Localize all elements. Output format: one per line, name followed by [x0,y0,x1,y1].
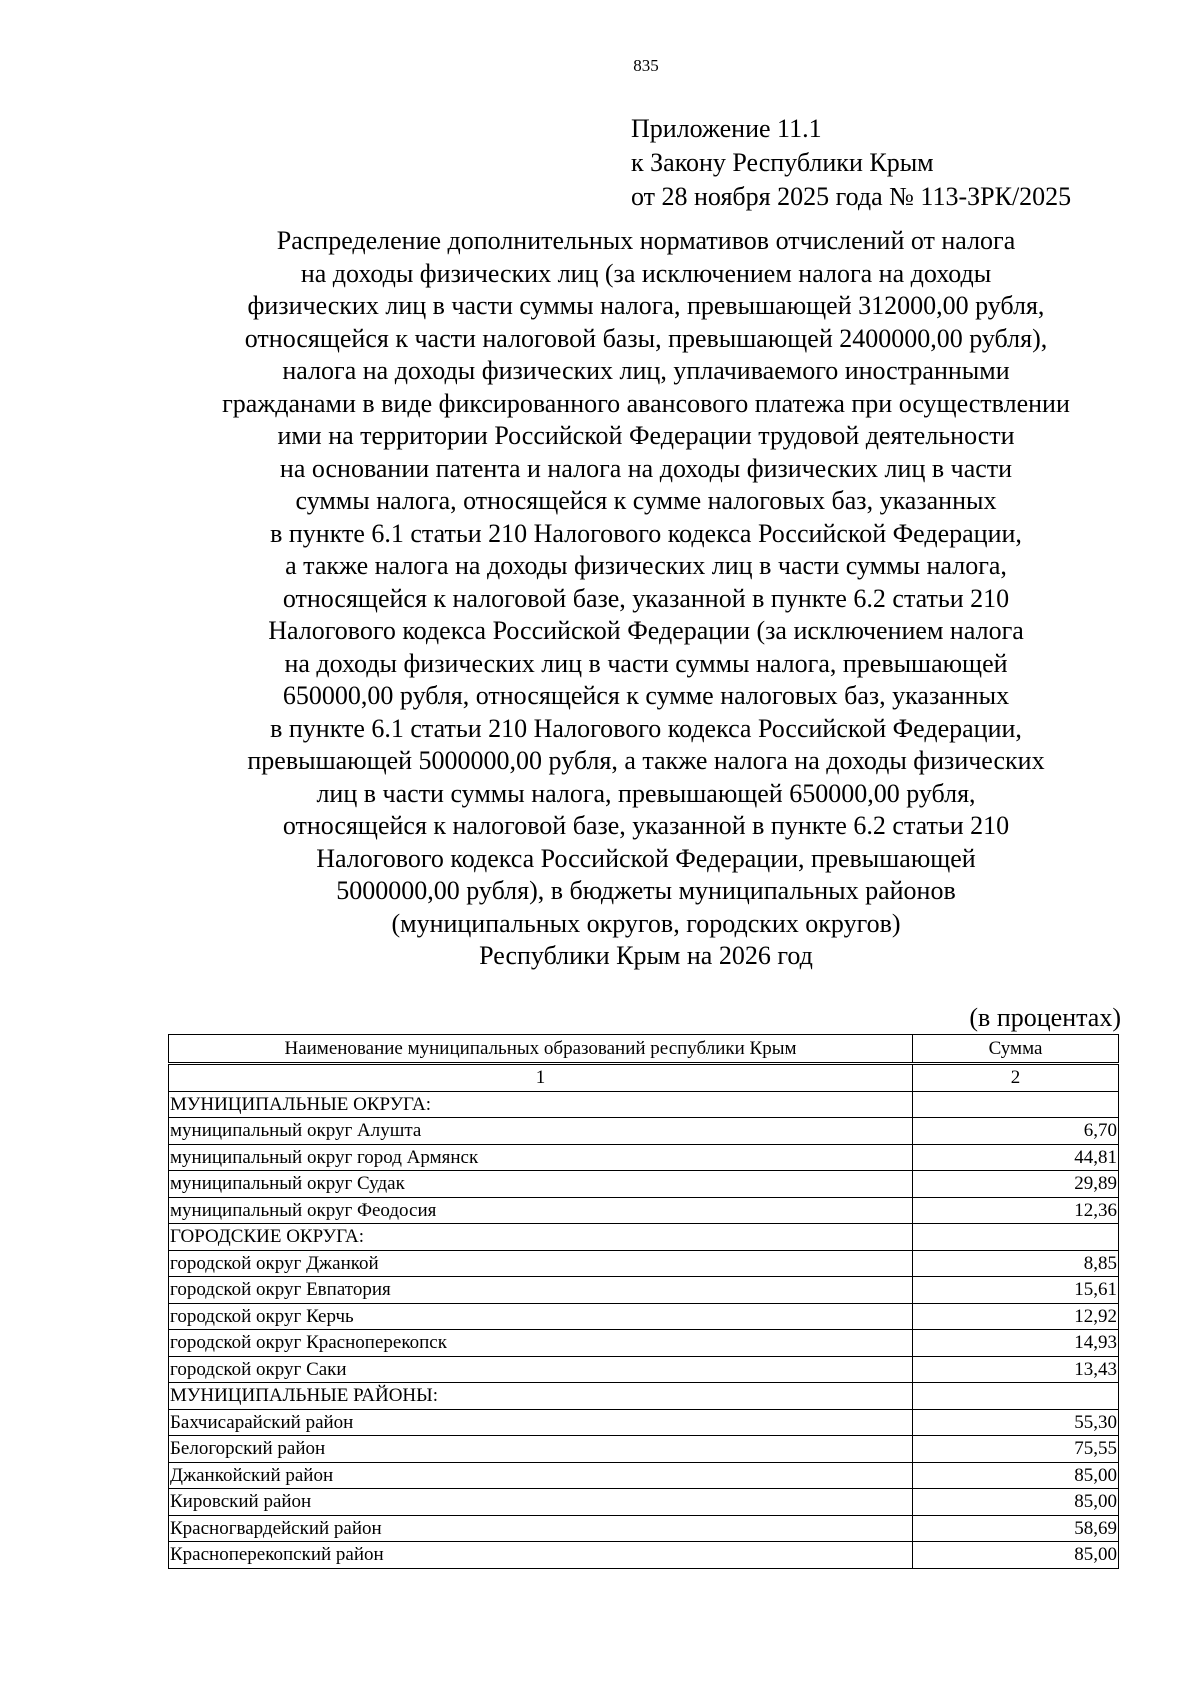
title-line: на доходы физических лиц (за исключением налога на доходы [300,258,992,288]
title-line: гражданами в виде фиксированного авансового платежа при осуществлении [222,388,1070,418]
table-row [169,1542,1119,1569]
title-line: физических лиц в части суммы налога, превышающей 312000,00 рубля, [247,291,1045,320]
table-row [169,1515,1119,1542]
table-row [169,1118,1119,1145]
sum-value: 6,70 [913,1118,1119,1145]
appendix-line-3: от 28 ноября 2025 года № 113-ЗРК/2025 [631,182,1072,211]
table-row [169,1171,1119,1198]
sum-value: 8,85 [913,1250,1119,1277]
units-note: (в процентах) [969,1003,1121,1032]
appendix-line-2: к Закону Республики Крым [631,148,934,177]
title-line: налога на доходы физических лиц, уплачиваемого иностранными [282,356,1010,385]
municipality-name: городской округ Керчь [169,1303,913,1330]
sum-value: 58,69 [913,1515,1119,1542]
table-row [169,1224,1119,1251]
title-line: относящейся к налоговой базе, указанной в пункте 6.2 статьи 210 [282,583,1010,613]
sum-value: 14,93 [913,1330,1119,1357]
sum-value [913,1383,1119,1410]
municipality-name: городской округ Красноперекопск [169,1330,913,1357]
title-line: а также налога на доходы физических лиц в части суммы налога, [285,551,1007,580]
municipality-name: МУНИЦИПАЛЬНЫЕ РАЙОНЫ: [169,1383,913,1410]
title-line: ими на территории Российской Федерации трудовой деятельности [277,421,1015,450]
column-number-2: 2 [913,1064,1119,1092]
table-header-row [169,1035,1119,1064]
municipality-name: Красноперекопский район [169,1542,913,1569]
municipality-name: городской округ Джанкой [169,1250,913,1277]
municipality-name: муниципальный округ город Армянск [169,1144,913,1171]
title-line: Распределение дополнительных нормативов отчислений от налога [276,226,1016,255]
table-row [169,1303,1119,1330]
appendix-line-1: Приложение 11.1 [631,114,822,143]
title-line: в пункте 6.1 статьи 210 Налогового кодекса Российской Федерации, [270,713,1022,743]
sum-value [913,1224,1119,1251]
table-row [169,1144,1119,1171]
municipality-name: ГОРОДСКИЕ ОКРУГА: [169,1224,913,1251]
municipality-name: МУНИЦИПАЛЬНЫЕ ОКРУГА: [169,1091,913,1118]
sum-value: 55,30 [913,1409,1119,1436]
header-sum: Сумма [913,1035,1119,1064]
municipality-name: муниципальный округ Феодосия [169,1197,913,1224]
sum-value: 75,55 [913,1436,1119,1463]
appendix-header [631,112,1071,214]
title-line: относящейся к части налоговой базы, превышающей 2400000,00 рубля), [244,323,1048,353]
title-line: на основании патента и налога на доходы физических лиц в части [279,453,1013,483]
sum-value: 12,92 [913,1303,1119,1330]
table-row [169,1091,1119,1118]
municipality-name: Белогорский район [169,1436,913,1463]
table-row [169,1356,1119,1383]
table-row [169,1462,1119,1489]
table-row [169,1489,1119,1516]
sum-value: 85,00 [913,1489,1119,1516]
municipality-name: Кировский район [169,1489,913,1516]
sum-value: 15,61 [913,1277,1119,1304]
municipality-name: городской округ Саки [169,1356,913,1383]
title-line: Налогового кодекса Российской Федерации, превышающей [316,843,976,873]
column-number-row [169,1064,1119,1092]
sum-value: 12,36 [913,1197,1119,1224]
sum-value: 85,00 [913,1542,1119,1569]
table-row [169,1436,1119,1463]
municipality-name: муниципальный округ Алушта [169,1118,913,1145]
table-row [169,1250,1119,1277]
title-line: суммы налога, относящейся к сумме налоговых баз, указанных [295,486,997,515]
title-line: превышающей 5000000,00 рубля, а также налога на доходы физических [247,746,1045,775]
title-line: (муниципальных округов, городских округов) [391,908,901,938]
document-title [150,225,1142,973]
title-line: в пункте 6.1 статьи 210 Налогового кодекса Российской Федерации, [270,518,1022,548]
distribution-table [168,1034,1119,1569]
sum-value: 85,00 [913,1462,1119,1489]
municipality-name: Джанкойский район [169,1462,913,1489]
title-line: относящейся к налоговой базе, указанной в пункте 6.2 статьи 210 [282,811,1010,840]
sum-value: 13,43 [913,1356,1119,1383]
sum-value: 44,81 [913,1144,1119,1171]
title-line: Республики Крым на 2026 год [479,941,813,970]
municipality-name: городской округ Евпатория [169,1277,913,1304]
header-name: Наименование муниципальных образований республики Крым [169,1035,913,1064]
column-number-1: 1 [169,1064,913,1092]
title-line: на доходы физических лиц в части суммы налога, превышающей [284,648,1008,678]
title-line: 5000000,00 рубля), в бюджеты муниципальных районов [336,876,956,905]
municipality-name: Бахчисарайский район [169,1409,913,1436]
title-line: Налогового кодекса Российской Федерации (за исключением налога [268,616,1024,645]
municipality-name: Красногвардейский район [169,1515,913,1542]
municipality-name: муниципальный округ Судак [169,1171,913,1198]
table-row [169,1409,1119,1436]
table-row [169,1197,1119,1224]
title-line: 650000,00 рубля, относящейся к сумме налоговых баз, указанных [282,681,1010,710]
table-row [169,1330,1119,1357]
page-number: 835 [633,56,659,75]
table-row [169,1277,1119,1304]
table-row [169,1383,1119,1410]
sum-value [913,1091,1119,1118]
sum-value: 29,89 [913,1171,1119,1198]
title-line: лиц в части суммы налога, превышающей 650000,00 рубля, [316,778,976,808]
